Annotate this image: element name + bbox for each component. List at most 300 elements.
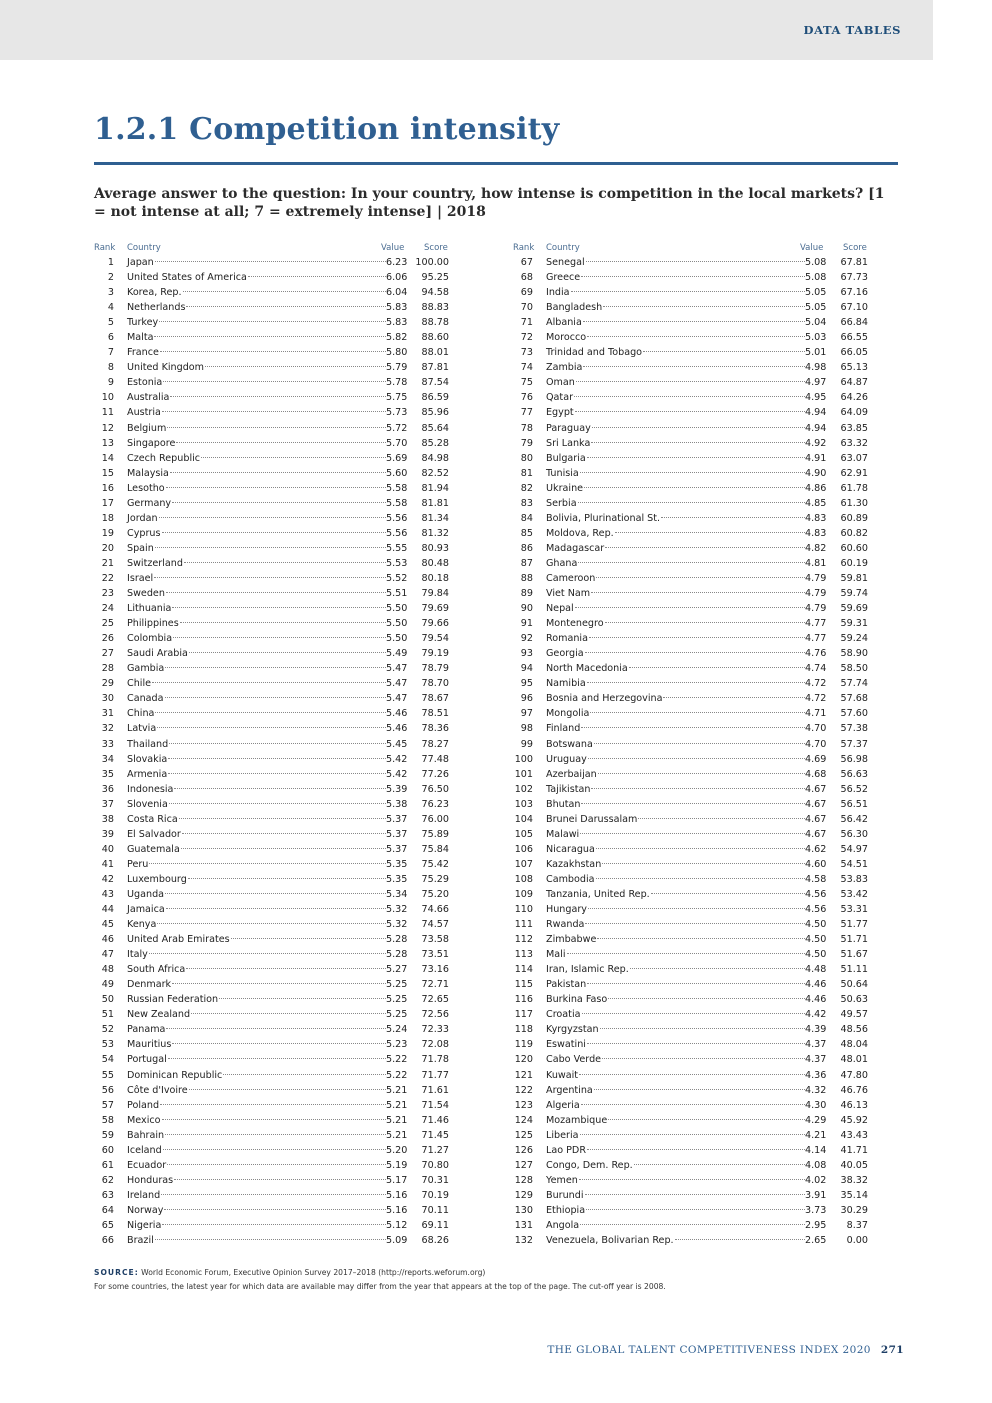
value-cell: 4.83 [805,512,827,524]
table-row [513,270,869,285]
table-row [513,1113,869,1128]
table-row [513,285,869,300]
country-name: Panama [127,1024,166,1036]
table-row [513,812,869,827]
rank-cell: 47 [101,949,114,961]
score-cell: 87.81 [421,362,449,374]
table-row [94,556,450,571]
country-cell [127,571,387,586]
country-name: Lesotho [127,482,165,494]
score-cell: 77.48 [421,753,449,765]
table-row [513,691,869,706]
country-cell [546,1218,806,1233]
table-row [94,1083,450,1098]
score-cell: 47.80 [840,1069,868,1081]
value-cell: 5.56 [386,512,408,524]
rank-cell: 79 [520,437,533,449]
country-name: Japan [127,257,154,268]
country-name: France [127,347,159,359]
value-cell: 4.92 [805,437,827,449]
header-value: Value [800,243,824,253]
country-cell [546,451,806,466]
table-row [94,526,450,541]
dot-leader [149,953,386,954]
score-cell: 75.20 [421,888,449,900]
dot-leader [587,1149,805,1150]
table-row [513,616,869,631]
table-row [513,601,869,616]
country-name: Netherlands [127,302,186,314]
country-name: Guatemala [127,843,180,855]
value-cell: 4.62 [805,843,827,855]
dot-leader [592,427,805,428]
table-row [513,646,869,661]
country-name: South Africa [127,964,186,976]
country-name: Greece [546,272,581,284]
country-cell [546,872,806,887]
dot-leader [169,743,386,744]
table-row [513,1143,869,1158]
table-row [94,1233,450,1248]
score-cell: 0.00 [846,1235,868,1247]
table-row [94,782,450,797]
rank-cell: 50 [101,994,114,1006]
value-cell: 5.50 [386,633,408,645]
table-row [94,887,450,902]
rank-cell: 27 [101,648,114,660]
country-cell [127,1203,387,1218]
rank-cell: 80 [520,452,533,464]
country-name: Armenia [127,768,168,780]
value-cell: 4.50 [805,934,827,946]
country-name: Egypt [546,407,574,419]
value-cell: 5.34 [386,888,408,900]
table-row [513,405,869,420]
table-row [513,451,869,466]
value-cell: 5.35 [386,873,408,885]
table-row [94,977,450,992]
dot-leader [155,547,386,548]
page-footer [547,1344,904,1356]
country-name: Spain [127,542,154,554]
score-cell: 51.77 [840,919,868,931]
table-row [513,661,869,676]
rank-cell: 25 [101,618,114,630]
rank-cell: 67 [520,257,533,268]
dot-leader [189,652,386,653]
country-cell [127,405,387,420]
country-name: Malta [127,332,154,344]
country-name: Slovenia [127,798,168,810]
country-cell [127,616,387,631]
country-cell [127,421,387,436]
dot-leader [579,1074,805,1075]
score-cell: 59.81 [840,572,868,584]
table-row [513,1203,869,1218]
dot-leader [205,366,386,367]
dot-leader [596,848,805,849]
header-score: Score [843,243,867,253]
dot-leader [643,351,805,352]
score-cell: 66.55 [840,332,868,344]
score-cell: 56.63 [840,768,868,780]
country-cell [546,646,806,661]
country-name: Indonesia [127,783,174,795]
country-name: Burundi [546,1189,584,1201]
dot-leader [248,276,386,277]
country-cell [546,1068,806,1083]
score-cell: 71.77 [421,1069,449,1081]
score-cell: 38.32 [840,1174,868,1186]
dot-leader [155,1239,386,1240]
dot-leader [596,577,805,578]
dot-leader [578,502,805,503]
country-cell [546,421,806,436]
country-cell [127,706,387,721]
country-cell [127,676,387,691]
dot-leader [159,321,386,322]
country-cell [127,767,387,782]
value-cell: 5.19 [386,1159,408,1171]
score-cell: 48.56 [840,1024,868,1036]
country-cell [546,1007,806,1022]
dot-leader [166,487,386,488]
value-cell: 4.42 [805,1009,827,1021]
score-cell: 84.98 [421,452,449,464]
value-cell: 5.55 [386,542,408,554]
country-name: Sri Lanka [546,437,591,449]
rank-cell: 130 [514,1204,533,1216]
table-row [94,270,450,285]
score-cell: 63.32 [840,437,868,449]
country-name: Tajikistan [546,783,591,795]
score-cell: 40.05 [840,1159,868,1171]
rank-cell: 3 [107,287,114,299]
table-row [94,300,450,315]
score-cell: 61.78 [840,482,868,494]
country-cell [546,511,806,526]
country-name: Honduras [127,1174,174,1186]
rank-cell: 16 [101,482,114,494]
table-row [513,1068,869,1083]
score-cell: 71.27 [421,1144,449,1156]
dot-leader [172,983,386,984]
table-row [94,932,450,947]
rank-cell: 77 [520,407,533,419]
table-row [94,1218,450,1233]
score-cell: 60.89 [840,512,868,524]
table-row [94,721,450,736]
value-cell: 5.46 [386,708,408,720]
dot-leader [663,697,805,698]
country-cell [127,556,387,571]
country-name: Hungary [546,904,587,916]
score-cell: 53.31 [840,904,868,916]
rank-cell: 19 [101,527,114,539]
country-name: Australia [127,392,170,404]
score-cell: 60.60 [840,542,868,554]
country-cell [127,1158,387,1173]
table-row [94,737,450,752]
rank-cell: 70 [520,302,533,314]
dot-leader [583,321,805,322]
country-cell [127,1173,387,1188]
country-name: Cyprus [127,527,161,539]
table-row [513,797,869,812]
score-cell: 63.07 [840,452,868,464]
value-cell: 5.27 [386,964,408,976]
country-name: Qatar [546,392,574,404]
country-cell [546,752,806,767]
country-cell [127,511,387,526]
page-title: 1.2.1 Competition intensity [94,112,560,147]
dot-leader [594,1089,805,1090]
score-cell: 81.34 [421,512,449,524]
country-cell [127,451,387,466]
country-name: North Macedonia [546,663,628,675]
country-cell [546,691,806,706]
value-cell: 5.42 [386,768,408,780]
score-cell: 62.91 [840,467,868,479]
country-name: Tunisia [546,467,579,479]
value-cell: 6.23 [386,257,408,268]
rank-cell: 126 [514,1144,533,1156]
country-cell [546,1143,806,1158]
score-cell: 85.96 [421,407,449,419]
table-row [513,887,869,902]
table-row [513,511,869,526]
dot-leader [615,532,805,533]
score-cell: 67.73 [840,272,868,284]
table-row [94,496,450,511]
score-cell: 59.74 [840,588,868,600]
score-cell: 43.43 [840,1129,868,1141]
table-row [513,571,869,586]
country-name: Belgium [127,422,167,434]
rank-cell: 36 [101,783,114,795]
score-cell: 60.82 [840,527,868,539]
country-name: Bulgaria [546,452,586,464]
dot-leader [219,998,386,999]
dot-leader [165,1134,386,1135]
country-name: Zimbabwe [546,934,597,946]
dot-leader [180,622,386,623]
country-name: Singapore [127,437,176,449]
rank-cell: 69 [520,287,533,299]
dot-leader [580,472,805,473]
rank-cell: 20 [101,542,114,554]
dot-leader [172,607,386,608]
score-cell: 66.05 [840,347,868,359]
country-name: Albania [546,317,582,329]
score-cell: 94.58 [421,287,449,299]
table-row [513,1233,869,1248]
rank-cell: 57 [101,1099,114,1111]
rank-cell: 31 [101,708,114,720]
score-cell: 75.89 [421,828,449,840]
country-name: Korea, Rep. [127,287,182,299]
table-row [513,1173,869,1188]
country-cell [546,586,806,601]
table-row [513,1007,869,1022]
dot-leader [179,818,386,819]
country-cell [127,526,387,541]
dot-leader [580,1134,806,1135]
rank-cell: 42 [101,873,114,885]
score-cell: 87.54 [421,377,449,389]
score-cell: 56.30 [840,828,868,840]
country-name: Namibia [546,678,586,690]
rank-cell: 30 [101,693,114,705]
table-row [94,1098,450,1113]
value-cell: 5.37 [386,828,408,840]
country-name: Chile [127,678,152,690]
score-cell: 85.28 [421,437,449,449]
value-cell: 3.91 [805,1189,827,1201]
country-name: Peru [127,858,149,870]
rank-cell: 11 [101,407,114,419]
rank-cell: 81 [520,467,533,479]
value-cell: 5.58 [386,482,408,494]
rank-cell: 116 [514,994,533,1006]
country-name: Latvia [127,723,157,735]
country-cell [127,1113,387,1128]
score-cell: 57.37 [840,738,868,750]
rank-cell: 12 [101,422,114,434]
country-name: Bosnia and Herzegovina [546,693,663,705]
value-cell: 5.20 [386,1144,408,1156]
table-row [513,556,869,571]
rank-cell: 92 [520,633,533,645]
rank-cell: 114 [514,964,533,976]
country-cell [546,902,806,917]
score-cell: 48.04 [840,1039,868,1051]
country-name: Malaysia [127,467,169,479]
rank-cell: 46 [101,934,114,946]
country-name: Oman [546,377,575,389]
dot-leader [172,1043,386,1044]
value-cell: 4.71 [805,708,827,720]
rank-cell: 26 [101,633,114,645]
country-cell [127,737,387,752]
table-row [94,752,450,767]
value-cell: 4.02 [805,1174,827,1186]
table-row [94,1188,450,1203]
country-cell [546,661,806,676]
value-cell: 4.50 [805,919,827,931]
rank-cell: 93 [520,648,533,660]
country-name: Sweden [127,588,165,600]
rank-cell: 32 [101,723,114,735]
country-name: Croatia [546,1009,581,1021]
rank-cell: 108 [514,873,533,885]
dot-leader [167,1164,386,1165]
table-row [513,300,869,315]
score-cell: 46.76 [840,1084,868,1096]
score-cell: 45.92 [840,1114,868,1126]
country-cell [127,827,387,842]
value-cell: 5.32 [386,919,408,931]
score-cell: 78.70 [421,678,449,690]
country-cell [546,300,806,315]
rank-cell: 41 [101,858,114,870]
country-cell [546,977,806,992]
score-cell: 58.50 [840,663,868,675]
rank-cell: 68 [520,272,533,284]
table-row [94,421,450,436]
table-row [513,345,869,360]
dot-leader [159,517,386,518]
country-name: Denmark [127,979,172,991]
rank-cell: 4 [107,302,114,314]
rank-cell: 128 [514,1174,533,1186]
rank-cell: 83 [520,497,533,509]
rank-cell: 113 [514,949,533,961]
country-cell [127,360,387,375]
country-name: Morocco [546,332,587,344]
table-row [94,962,450,977]
table-row [94,255,450,270]
rank-cell: 9 [107,377,114,389]
score-cell: 78.67 [421,693,449,705]
table-row [513,360,869,375]
country-name: Rwanda [546,919,585,931]
country-cell [546,992,806,1007]
dot-leader [201,457,386,458]
table-row [94,330,450,345]
dot-leader [594,743,805,744]
table-row [513,977,869,992]
country-cell [127,481,387,496]
dot-leader [165,893,386,894]
dot-leader [600,1028,805,1029]
table-row [94,481,450,496]
rank-cell: 87 [520,557,533,569]
rank-cell: 120 [514,1054,533,1066]
country-name: Thailand [127,738,169,750]
rank-cell: 107 [514,858,533,870]
value-cell: 5.05 [805,302,827,314]
value-cell: 5.53 [386,557,408,569]
country-cell [127,752,387,767]
value-cell: 5.21 [386,1099,408,1111]
dot-leader [576,381,805,382]
country-name: Costa Rica [127,813,178,825]
table-row [513,421,869,436]
country-cell [127,857,387,872]
country-cell [546,1037,806,1052]
country-name: Cambodia [546,873,595,885]
country-cell [127,496,387,511]
footnote: For some countries, the latest year for which data are available may differ from the year that appears at the top of the page. The cut-off year is 2008. [94,1282,666,1291]
score-cell: 35.14 [840,1189,868,1201]
table-row [513,767,869,782]
value-cell: 4.29 [805,1114,827,1126]
country-cell [127,1188,387,1203]
score-cell: 86.59 [421,392,449,404]
score-cell: 80.18 [421,572,449,584]
dot-leader [574,396,805,397]
table-rows-right [513,255,869,1248]
rank-cell: 44 [101,904,114,916]
table-left-column [94,242,450,1248]
country-name: Canada [127,693,164,705]
dot-leader [579,1179,805,1180]
source-line [94,1266,914,1280]
table-row [94,466,450,481]
table-row [94,1022,450,1037]
score-cell: 56.98 [840,753,868,765]
